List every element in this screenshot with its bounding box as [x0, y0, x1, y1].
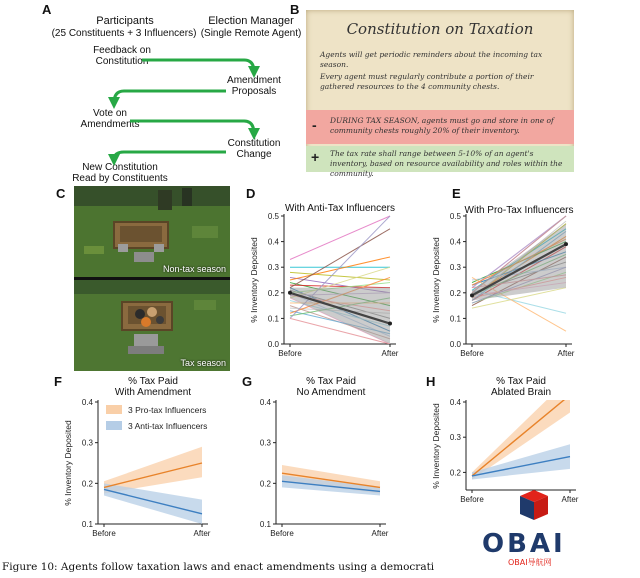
y-tick-label: 0.4	[81, 398, 93, 407]
x-tick-label: Before	[270, 529, 294, 538]
plot-area	[282, 465, 380, 496]
tax-season-label: Tax season	[180, 358, 226, 368]
chart-with-amendment	[58, 372, 228, 542]
plus-text: The tax rate shall range between 5-10% of an agent's inventory, based on resource availability and roles within the community.	[330, 149, 563, 178]
minus-sign: -	[312, 117, 317, 133]
x-tick-label: After	[371, 529, 389, 538]
y-tick-label: 0.0	[449, 340, 461, 349]
y-tick-label: 0.5	[449, 212, 461, 221]
mean-point	[388, 322, 392, 326]
panel-d-label: D	[246, 186, 256, 201]
x-tick-label: Before	[460, 495, 484, 504]
panel-b-label: B	[290, 2, 300, 17]
x-tick-label: After	[557, 349, 575, 358]
step-constitution-change: Constitution Change	[227, 138, 281, 160]
chart-title: % Tax Paid	[306, 376, 356, 387]
constitution-line-1: Agents will get periodic reminders about the incoming tax season.	[320, 50, 543, 69]
panel-a-arrows	[0, 0, 310, 185]
panel-c-label: C	[56, 186, 66, 201]
y-tick-label: 0.1	[267, 314, 279, 324]
legend-entry: 3 Pro-tax Influencers	[128, 405, 207, 415]
arrow-proposals-to-vote	[114, 91, 226, 103]
x-tick-label: Before	[92, 529, 116, 538]
legend-entry: 3 Anti-tax Influencers	[128, 421, 208, 431]
x-tick-label: Before	[278, 349, 302, 358]
y-tick-label: 0.3	[449, 263, 461, 273]
step-vote: Vote on Amendments	[80, 108, 140, 130]
y-tick-label: 0.3	[81, 438, 93, 448]
arrow-vote-to-change	[130, 121, 254, 134]
step-amendment-proposals: Amendment Proposals	[227, 75, 281, 97]
chart-title: Ablated Brain	[490, 387, 552, 398]
y-tick-label: 0.4	[449, 398, 461, 407]
constitution-line-2: Every agent must regularly contribute a portion of their gathered resources to the 4 community chests.	[320, 72, 534, 91]
y-axis-label: % Inventory Deposited	[431, 403, 441, 489]
y-tick-label: 0.2	[259, 479, 271, 489]
panel-g-label: G	[242, 374, 253, 389]
y-tick-label: 0.4	[449, 237, 461, 247]
plot-area	[472, 216, 566, 331]
plot-area	[104, 447, 202, 524]
chart-title: With Amendment	[114, 387, 192, 398]
x-tick-label: Before	[460, 349, 484, 358]
chart-title: With Anti-Tax Influencers	[284, 203, 396, 214]
x-tick-label: After	[561, 495, 579, 504]
chart-no-amendment	[236, 372, 406, 542]
arrow-feedback-to-proposals	[142, 60, 254, 72]
chart-pro-tax	[424, 198, 594, 368]
plot-area	[290, 216, 390, 344]
non-tax-season-screenshot	[74, 186, 230, 277]
mean-point	[470, 293, 474, 297]
logo-subtext: OBAI导航网	[508, 558, 552, 567]
chart-ablated-brain	[426, 372, 586, 504]
y-tick-label: 0.3	[267, 263, 279, 273]
chart-title: No Amendment	[296, 387, 366, 398]
chart-title: With Pro-Tax Influencers	[464, 205, 574, 216]
panel-h-label: H	[426, 374, 436, 389]
y-tick-label: 0.1	[259, 520, 271, 529]
x-tick-label: After	[193, 529, 211, 538]
chart-anti-tax	[240, 198, 440, 368]
step-new-constitution: New Constitution Read by Constituents	[72, 162, 168, 184]
y-axis-label: % Inventory Deposited	[63, 420, 73, 506]
y-tick-label: 0.2	[449, 468, 461, 478]
participants-title: Participants	[96, 15, 154, 27]
obai-logo	[476, 488, 586, 568]
amendment-plus-band	[306, 146, 574, 178]
y-axis-label: % Inventory Deposited	[249, 237, 259, 323]
panel-f-label: F	[54, 374, 62, 389]
x-tick-label: After	[381, 349, 399, 358]
mean-point	[288, 291, 292, 295]
tax-season-screenshot	[74, 280, 230, 371]
figure-caption: Figure 10: Agents follow taxation laws and enact amendments using a democrati	[2, 561, 435, 573]
y-tick-label: 0.4	[267, 237, 279, 247]
series-confidence-band	[104, 483, 202, 524]
panel-a-label: A	[42, 2, 52, 17]
y-tick-label: 0.5	[267, 212, 279, 221]
constitution-parchment	[306, 10, 574, 178]
chart-title: % Tax Paid	[496, 376, 546, 387]
legend-swatch	[106, 421, 122, 430]
participants-subtitle: (25 Constituents + 3 Influencers)	[51, 28, 197, 39]
constitution-title: Constitution on Taxation	[346, 20, 534, 38]
y-tick-label: 0.4	[259, 398, 271, 407]
arrow-change-to-new	[114, 152, 226, 160]
y-tick-label: 0.1	[449, 314, 461, 324]
mean-confidence-band	[472, 224, 566, 301]
chart-title: % Tax Paid	[128, 376, 178, 387]
logo-text: OBAI	[482, 529, 566, 559]
minus-text: DURING TAX SEASON, agents must go and store in one of community chests roughly 20% of their inventory.	[330, 116, 554, 135]
plus-sign: +	[311, 149, 320, 165]
y-tick-label: 0.0	[267, 340, 279, 349]
amendment-minus-band	[306, 110, 574, 144]
manager-subtitle: (Single Remote Agent)	[200, 28, 302, 39]
y-tick-label: 0.3	[259, 438, 271, 448]
y-tick-label: 0.3	[449, 433, 461, 443]
y-tick-label: 0.2	[81, 479, 93, 489]
y-tick-label: 0.2	[267, 288, 279, 298]
step-feedback: Feedback on Constitution	[93, 45, 151, 67]
y-tick-label: 0.1	[81, 520, 93, 529]
panel-e-label: E	[452, 186, 461, 201]
legend-swatch	[106, 405, 122, 414]
y-tick-label: 0.2	[449, 288, 461, 298]
y-axis-label: % Inventory Deposited	[431, 237, 441, 323]
manager-title: Election Manager	[208, 15, 294, 27]
non-tax-season-label: Non-tax season	[162, 264, 226, 274]
mean-confidence-band	[290, 288, 390, 344]
mean-point	[564, 242, 568, 246]
